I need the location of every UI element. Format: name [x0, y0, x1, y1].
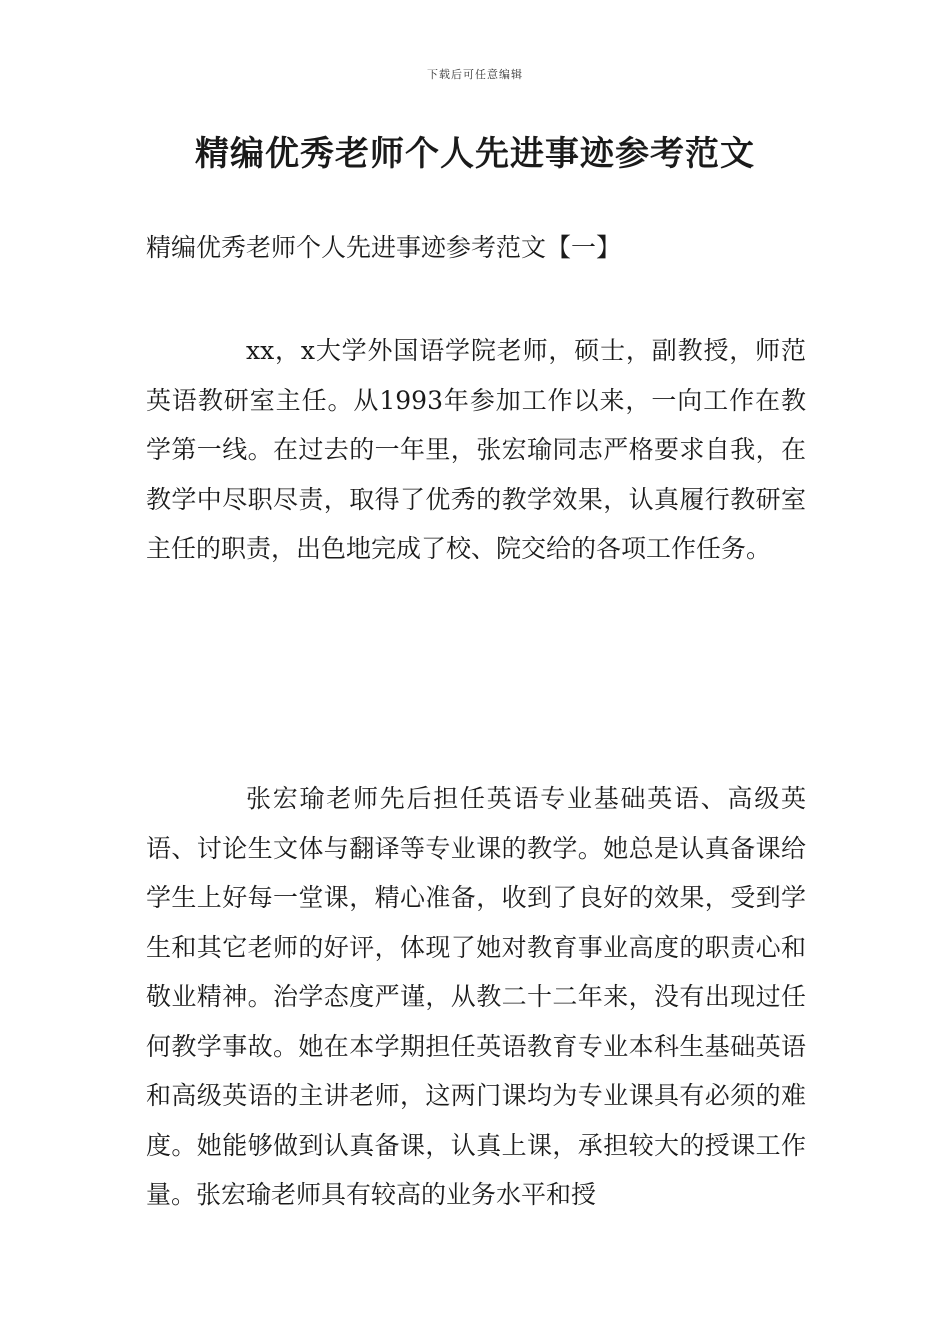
body-paragraph-2: 张宏瑜老师先后担任英语专业基础英语、高级英语、讨论生文体与翻译等专业课的教学。她总是认真备课给学生上好每一堂课，精心准备，收到了良好的效果，受到学生和其它老师的好评，体现了她对教育事业高度的职责心和敬业精神。治学态度严谨，从教二十二年来，没有出现过任何教学事故。她在本学期担任英语教育专业本科生基础英语和高级英语的主讲老师，这两门课均为专业课具有必须的难度。她能够做到认真备课，认真上课，承担较大的授课工作量。张宏瑜老师具有较高的业务水平和授 — [146, 784, 806, 1209]
document-title: 精编优秀老师个人先进事迹参考范文 — [195, 134, 755, 174]
body-paragraph-1: xx，x大学外国语学院老师，硕士，副教授，师范英语教研室主任。从1993年参加工作以来，一向工作在教学第一线。在过去的一年里，张宏瑜同志严格要求自我，在教学中尽职尽责，取得了优秀的教学效果，认真履行教研室主任的职责，出色地完成了校、院交给的各项工作任务。 — [146, 336, 806, 563]
header-note: 下载后可任意编辑 — [427, 68, 523, 81]
section-heading: 精编优秀老师个人先进事迹参考范文【一】 — [146, 233, 622, 262]
